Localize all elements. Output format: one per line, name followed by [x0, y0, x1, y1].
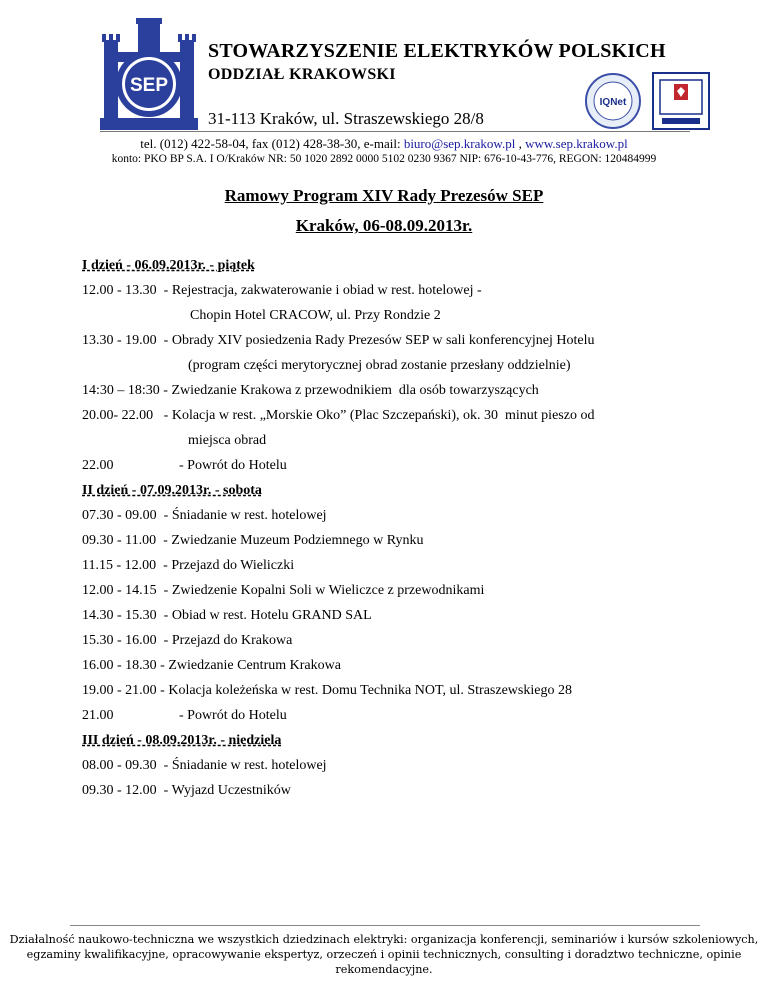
schedule-time: 12.00 - 14.15: [82, 583, 157, 598]
schedule-description: - Śniadanie w rest. hotelowej: [156, 508, 327, 523]
email-link[interactable]: biuro@sep.krakow.pl: [403, 136, 516, 151]
schedule-item: [82, 281, 722, 301]
cert1-label: IQNet: [599, 97, 627, 108]
schedule-item: [82, 531, 722, 551]
schedule-time: 11.15 - 12.00: [82, 558, 157, 573]
day-heading: I dzień - 06.09.2013r. - piątek: [82, 258, 255, 273]
schedule-time: 07.30 - 09.00: [82, 508, 157, 523]
organization-branch: ODDZIAŁ KRAKOWSKI: [208, 66, 396, 83]
schedule-description: - Śniadanie w rest. hotelowej: [156, 758, 327, 773]
schedule-time: 09.30 - 11.00: [82, 533, 157, 548]
schedule-time: 21.00: [82, 708, 114, 723]
schedule-description: - Rejestracja, zakwaterowanie i obiad w rest. hotelowej -: [156, 283, 482, 298]
schedule-description: - Powrót do Hotelu: [179, 708, 287, 723]
schedule-item: [82, 381, 722, 401]
document-subtitle: Kraków, 06-08.09.2013r.: [295, 216, 473, 235]
iqnet-certificate-badge: [584, 72, 642, 130]
website-link[interactable]: www.sep.krakow.pl: [525, 136, 628, 151]
schedule-description: - Zwiedzanie Centrum Krakowa: [156, 658, 341, 673]
schedule-time: 14.30 - 15.30: [82, 608, 157, 623]
contact-line: [0, 136, 768, 152]
schedule-item: [82, 406, 722, 426]
schedule-item: [82, 506, 722, 526]
schedule-item: [82, 581, 722, 601]
logo-text: SEP: [129, 75, 169, 96]
schedule-time: 16.00 - 18.30: [82, 658, 157, 673]
schedule-description: - Obrady XIV posiedzenia Rady Prezesów SEP w sali konferencyjnej Hotelu: [156, 333, 595, 348]
schedule-item: [82, 456, 722, 476]
schedule-time: 20.00- 22.00: [82, 408, 154, 423]
organization-address: 31-113 Kraków, ul. Straszewskiego 28/8: [208, 109, 484, 128]
footer-text: [0, 932, 768, 977]
bank-details: konto: PKO BP S.A. I O/Kraków NR: 50 1020 2892 0000 5102 0230 9367 NIP: 676-10-43-776, REGON: 120484999: [111, 153, 657, 165]
schedule-time: 12.00 - 13.30: [82, 283, 157, 298]
header-divider: [100, 131, 690, 132]
contact-separator: ,: [515, 136, 526, 151]
schedule-description: - Zwiedzanie Krakowa z przewodnikiem dla osób towarzyszących: [159, 383, 539, 398]
schedule-description-continuation: Chopin Hotel CRACOW, ul. Przy Rondzie 2: [190, 308, 441, 323]
schedule-time: 15.30 - 16.00: [82, 633, 157, 648]
schedule-description: - Zwiedzanie Muzeum Podziemnego w Rynku: [156, 533, 424, 548]
schedule-description: - Zwiedzenie Kopalni Soli w Wieliczce z przewodnikami: [156, 583, 485, 598]
day-heading: III dzień - 08.09.2013r. - niedziela: [82, 733, 282, 748]
schedule-time: 19.00 - 21.00: [82, 683, 157, 698]
schedule-description: - Przejazd do Wieliczki: [156, 558, 295, 573]
schedule-description-continuation: miejsca obrad: [188, 433, 267, 448]
schedule-item: [82, 556, 722, 576]
quality-certificate-badge: [652, 72, 710, 130]
schedule-description: - Kolacja koleżeńska w rest. Domu Technika NOT, ul. Straszewskiego 28: [156, 683, 572, 698]
schedule-description-continuation: (program części merytorycznej obrad zostanie przesłany oddzielnie): [188, 358, 571, 373]
footer-divider: [70, 925, 700, 926]
schedule-description: - Powrót do Hotelu: [179, 458, 287, 473]
schedule-description: - Wyjazd Uczestników: [156, 783, 291, 798]
schedule-time: 09.30 - 12.00: [82, 783, 157, 798]
schedule-item: [82, 606, 722, 626]
schedule-item: [82, 631, 722, 651]
schedule-item: [82, 756, 722, 776]
schedule-time: 13.30 - 19.00: [82, 333, 157, 348]
sep-logo: [100, 18, 198, 130]
footer-line-1: Działalność naukowo-techniczna we wszystkich dziedzinach elektryki: organizacja konferencji, seminariów i kursów szkoleniowych,: [9, 933, 759, 946]
organization-name: STOWARZYSZENIE ELEKTRYKÓW POLSKICH: [208, 40, 666, 62]
schedule-description: - Kolacja w rest. „Morskie Oko” (Plac Szczepański), ok. 30 minut pieszo od: [153, 408, 595, 423]
schedule-description: - Przejazd do Krakowa: [156, 633, 293, 648]
schedule-item: [82, 331, 722, 351]
program-schedule: [82, 256, 722, 806]
schedule-time: 08.00 - 09.30: [82, 758, 157, 773]
schedule-item: [82, 706, 722, 726]
contact-text: tel. (012) 422-58-04, fax (012) 428-38-30, e-mail:: [140, 136, 404, 151]
day-heading: II dzień - 07.09.2013r. - sobota: [82, 483, 262, 498]
schedule-time: 22.00: [82, 458, 114, 473]
schedule-item: [82, 681, 722, 701]
schedule-item: [82, 781, 722, 801]
schedule-description: - Obiad w rest. Hotelu GRAND SAL: [156, 608, 372, 623]
schedule-time: 14:30 – 18:30: [82, 383, 160, 398]
document-title: Ramowy Program XIV Rady Prezesów SEP: [224, 186, 544, 205]
footer-line-2: egzaminy kwalifikacyjne, opracowywanie ekspertyz, orzeczeń i opinii technicznych, consulting i doradztwo techniczne, opinie rekomendacyjne.: [26, 948, 742, 976]
schedule-item: [82, 656, 722, 676]
